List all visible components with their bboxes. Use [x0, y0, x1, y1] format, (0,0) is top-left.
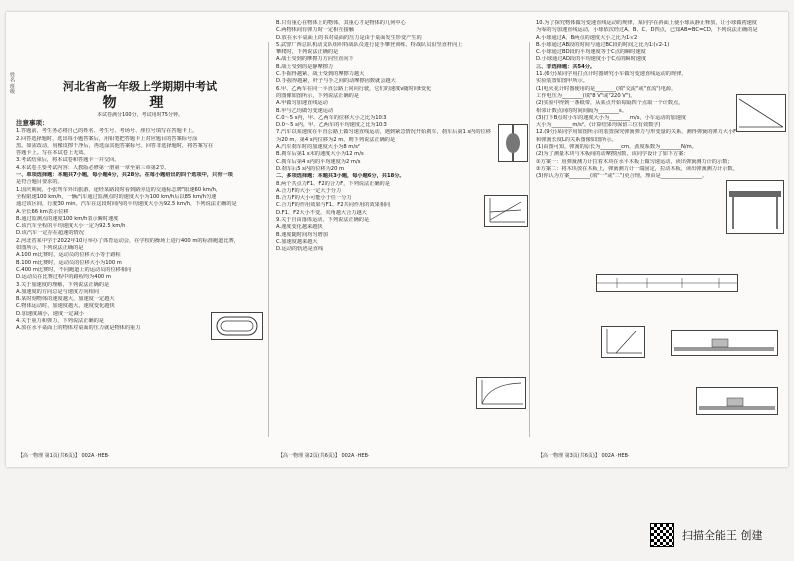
- free-fall-graph: [476, 377, 526, 409]
- text-line: C.小球通过BD段的平均速度等于C点的瞬时速度: [536, 49, 646, 56]
- text-line: 通过该区间，行驶30 min，汽车在这段时间内的平均速度大小为92.5 km/h，下列说法正确的是: [16, 201, 237, 208]
- text-line: D.该汽车一定存在超速的情况: [16, 230, 84, 237]
- text-line: A.速度变化越来越快: [276, 224, 323, 231]
- text-line: 工作电压为________(填"8 V"或"220 V")。: [536, 92, 636, 99]
- text-line: C.两物体间有弹力时一定相互接触: [276, 27, 354, 34]
- text-line: 3.关于加速度的理解，下列说法正确的是: [16, 281, 110, 288]
- text-line: A.甲做匀加速直线运动: [276, 100, 328, 107]
- timer-apparatus-figure: [726, 180, 784, 234]
- column-1: [16, 20, 264, 440]
- friction-setup-figure-2: [696, 387, 778, 415]
- text-line: B.战士受到的是静摩擦力: [276, 63, 334, 70]
- text-line: (1)由图可知，弹簧的原长为________cm，劲度系数为________N/m。: [536, 144, 697, 151]
- text-line: C.该汽车全程的平均速度大小一定为92.5 km/h: [16, 223, 126, 230]
- exam-subject: 物 理: [102, 95, 178, 111]
- exam-title: 河北省高一年级上学期期中考试: [63, 80, 217, 93]
- text-line: C.手握得越紧，战士受到的摩擦力越大: [276, 71, 365, 78]
- paper-tape-figure: [596, 274, 738, 292]
- text-line: 大小为________m/s²。(计算结果均保留三位有效数字): [536, 122, 661, 129]
- text-line: 三、非选择题：共54分。: [536, 63, 596, 70]
- text-line: 12.(9分)某同学用如图所示的装置探究弹簧弹力与形变量的关系，测得弹簧的弹力大小F: [536, 129, 737, 136]
- text-line: D.运动的轨迹是直线: [276, 246, 324, 253]
- text-line: 9.关于自由落体运动，下列说法正确的是: [276, 217, 370, 224]
- text-line: 攀爬时，下列说法正确的是: [276, 49, 339, 56]
- text-line: A.战士受到的摩擦力方向竖直向下: [276, 56, 354, 63]
- text-line: B.只有重心在物体上的物体，其重心才是物体的几何中心: [276, 20, 406, 26]
- text-line: D.小球通过AD段的平均速度小于C点的瞬时速度: [536, 56, 647, 63]
- text-line: 如图所示，下列说法正确的是: [16, 245, 84, 252]
- notice-title: 注意事项：: [16, 119, 49, 128]
- text-line: ②方案二：将木块放在木板上，弹簧测力计一端固定，拉动木板，读出弹簧测力计示数。: [536, 165, 738, 172]
- text-line: D.放在水平桌面上的书对桌面的压力是由于桌面发生形变产生的: [276, 34, 422, 41]
- text-line: C.合力F的作用效果与F1、F2共同作用的效果相同: [276, 202, 391, 209]
- text-line: 是符合题目要求的。: [16, 179, 63, 186]
- text-line: 2.回答选择题时，选出每小题答案后，用铅笔把答题卡上对应题目的答案标号涂: [16, 135, 198, 142]
- text-line: B.100 m比赛时，运动员的位移大小为100 m: [16, 259, 122, 266]
- velocity-time-graph: [484, 195, 528, 227]
- running-track-figure: [211, 312, 263, 340]
- text-line: 5.武警广西总队机动支队组织特战队员进行徒手攀登训练，特战队员沿竖直杆向上: [276, 41, 463, 48]
- question-lines-1: [16, 172, 264, 333]
- text-line: C.0～5 s内，甲、乙两车的位移大小之比为10∶3: [276, 114, 387, 121]
- text-line: C.加速度越来越大: [276, 238, 318, 245]
- text-line: B.小球通过AB段的时间与通过BC段的时间之比为1∶(√2-1): [536, 41, 670, 48]
- qr-code-icon: [650, 523, 674, 547]
- text-line: 为20 m，第4 s内位移为2 m，则下列说法正确的是: [276, 136, 396, 143]
- text-line: 答题卡上。写在本试卷上无效。: [16, 150, 89, 157]
- footer-page-1: 【高一物理 第1页(共6页)】 002A ·HEB·: [18, 453, 110, 459]
- column-divider: [529, 42, 530, 437]
- footer-page-2: 【高一物理 第2页(共6页)】 002A ·HEB·: [278, 453, 370, 459]
- text-line: D.0～5 s内，甲、乙两车的平均速度之比为10∶3: [276, 122, 387, 129]
- text-line: A.100 m比赛时，运动员的位移大小等于路程: [16, 252, 121, 259]
- text-line: C.400 m比赛时，不同跑道上的运动员的位移相同: [16, 266, 132, 273]
- text-line: 2.河北省某中学于2022年10月举办了体育运动会，在学校的操场上进行400 m的标准跑道比赛，: [16, 237, 239, 244]
- text-line: C.刹车后第4 s内的平均速度为2 m/s: [276, 158, 361, 165]
- text-line: A.放在水平桌面上的物体对桌面的压力就是物体的重力: [16, 325, 141, 332]
- text-line: 1.答题前，考生务必将自己的姓名、考生号、考场号、座位号填写在答题卡上。: [16, 128, 198, 135]
- column-divider: [268, 42, 269, 437]
- text-line: 全程限速100 km/h，一辆汽车通过监测点时的速度大小为100 km/h后以85 km/h匀速: [16, 193, 217, 200]
- text-line: 相邻计数点间的时间间隔为________s。: [536, 107, 627, 114]
- text-line: (3)你认为方案________(填"一"或"二")更合理，理由是________________。: [536, 173, 708, 180]
- scanner-watermark: [650, 522, 763, 548]
- text-line: 3.考试结束后，将本试卷和答题卡一并交回。: [16, 157, 120, 164]
- text-line: (1)电火花计时器使用的是________(填"交流"或"直流")电源，: [536, 85, 677, 92]
- text-line: D.手握得越紧，杆子与手之间的动摩擦因数就会越大: [276, 78, 396, 85]
- text-line: D.F1、F2大小不变，夹角越大合力越大: [276, 209, 367, 216]
- text-line: 10.为了探究物体做匀变速直线运动的规律，某同学在斜面上使小球从静止释放，让小球做初速度: [536, 20, 757, 26]
- text-line: 4.关于重力和弹力，下列说法正确的是: [16, 318, 104, 325]
- friction-setup-figure: [671, 330, 778, 356]
- text-line: 二、多项选择题：本题共3小题，每小题6分，共18分。: [276, 173, 405, 180]
- text-line: 实验装置如图甲所示。: [536, 78, 588, 85]
- exam-info: 本试卷满分100分，考试用时75分钟。: [97, 112, 183, 118]
- text-line: 7.汽车以某速度在平直公路上做匀速直线运动，遇到紧急情况开始刹车，刹车后第1 s内的位移: [276, 129, 491, 136]
- scanner-label: 扫描全能王 创建: [682, 529, 763, 542]
- text-line: 8.两个共点力F1、F2的合力F，下列说法正确的是: [276, 180, 390, 187]
- text-line: 4.本试卷主要考试内容：人教版必修第一册第一章至第三章第2节。: [16, 164, 170, 171]
- binding-margin: 姓名 班级: [9, 72, 15, 94]
- text-line: 为零的匀加速直线运动，小球依次经过A、B、C、D四点，已知AB=BC=CD，下列说法正确的是: [536, 27, 758, 34]
- text-line: 11.(6分)某同学用打点计时器研究小车做匀变速直线运动的规律，: [536, 71, 687, 78]
- text-line: D.刹车后5 s内的位移为20 m: [276, 165, 345, 172]
- text-line: A.合力F的大小一定大于分力: [276, 187, 342, 194]
- text-line: (2)实验中得到一条纸带，从某点开始每隔四个点取一个计数点，: [536, 100, 684, 107]
- text-line: A.汽车刹车时的加速度大小为8 m/s²: [276, 144, 360, 151]
- text-line: D.运动员在比赛过程中的路程均为400 m: [16, 274, 111, 281]
- text-line: D.加速度减小，速度一定减小: [16, 310, 84, 317]
- text-line: A.加速度的方向总是与速度方向相同: [16, 288, 99, 295]
- exam-sheet: [6, 12, 788, 467]
- text-line: B.速度随时间均匀增加: [276, 231, 328, 238]
- spring-force-graph: [601, 326, 645, 358]
- text-line: A.全长66 km表示位移: [16, 208, 69, 215]
- text-line: A.小球通过A、B两点的速度大小之比为1∶√2: [536, 34, 638, 41]
- text-line: 1.国庆期间，小张驾车外出旅游，途经某路段时看到路旁边的交通标志牌"限速60 km/h，: [16, 186, 222, 193]
- footer-page-3: 【高一物理 第3页(共6页)】 002A ·HEB·: [538, 453, 630, 459]
- text-line: (3)打下B点时小车的速度大小为________m/s，小车运动的加速度: [536, 114, 687, 121]
- climbing-soldier-figure: [498, 124, 528, 162]
- text-line: B.通过监测点的速度100 km/h表示瞬时速度: [16, 215, 119, 222]
- text-line: 一、单项选择题：本题共7小题，每小题4分，共28分。在每小题给出的四个选项中，只有一项: [16, 172, 233, 179]
- text-line: 和弹簧长度L的关系图像如图所示。: [536, 136, 617, 143]
- text-line: C.物体运动时，加速度越大，速度变化越快: [16, 303, 115, 310]
- text-line: B.合力F的大小可能小于任一分力: [276, 195, 352, 202]
- text-line: ①方案一：用弹簧测力计拉着木块在水平木板上做匀速运动，读出弹簧测力计的示数；: [536, 158, 733, 165]
- text-line: 6.甲、乙两车在同一平直公路上同向行驶，它们的速度v随时间t变化: [276, 85, 432, 92]
- text-line: (2)为了测量木块与木板间的动摩擦因数，该同学设计了如下方案：: [536, 151, 689, 158]
- notice-list: [16, 128, 264, 172]
- incline-figure: [736, 94, 786, 132]
- text-line: B.某时刻物体的速度越大，加速度一定越大: [16, 296, 115, 303]
- text-line: 的图像如图所示，下列说法正确的是: [276, 92, 360, 99]
- text-line: 黑。如需改动，用橡皮擦干净后，再选涂其他答案标号。回答非选择题时，将答案写在: [16, 142, 214, 149]
- text-line: B.甲与乙均做匀变速运动: [276, 107, 334, 114]
- text-line: B.刹车后第1 s末的速度大小为12 m/s: [276, 151, 364, 158]
